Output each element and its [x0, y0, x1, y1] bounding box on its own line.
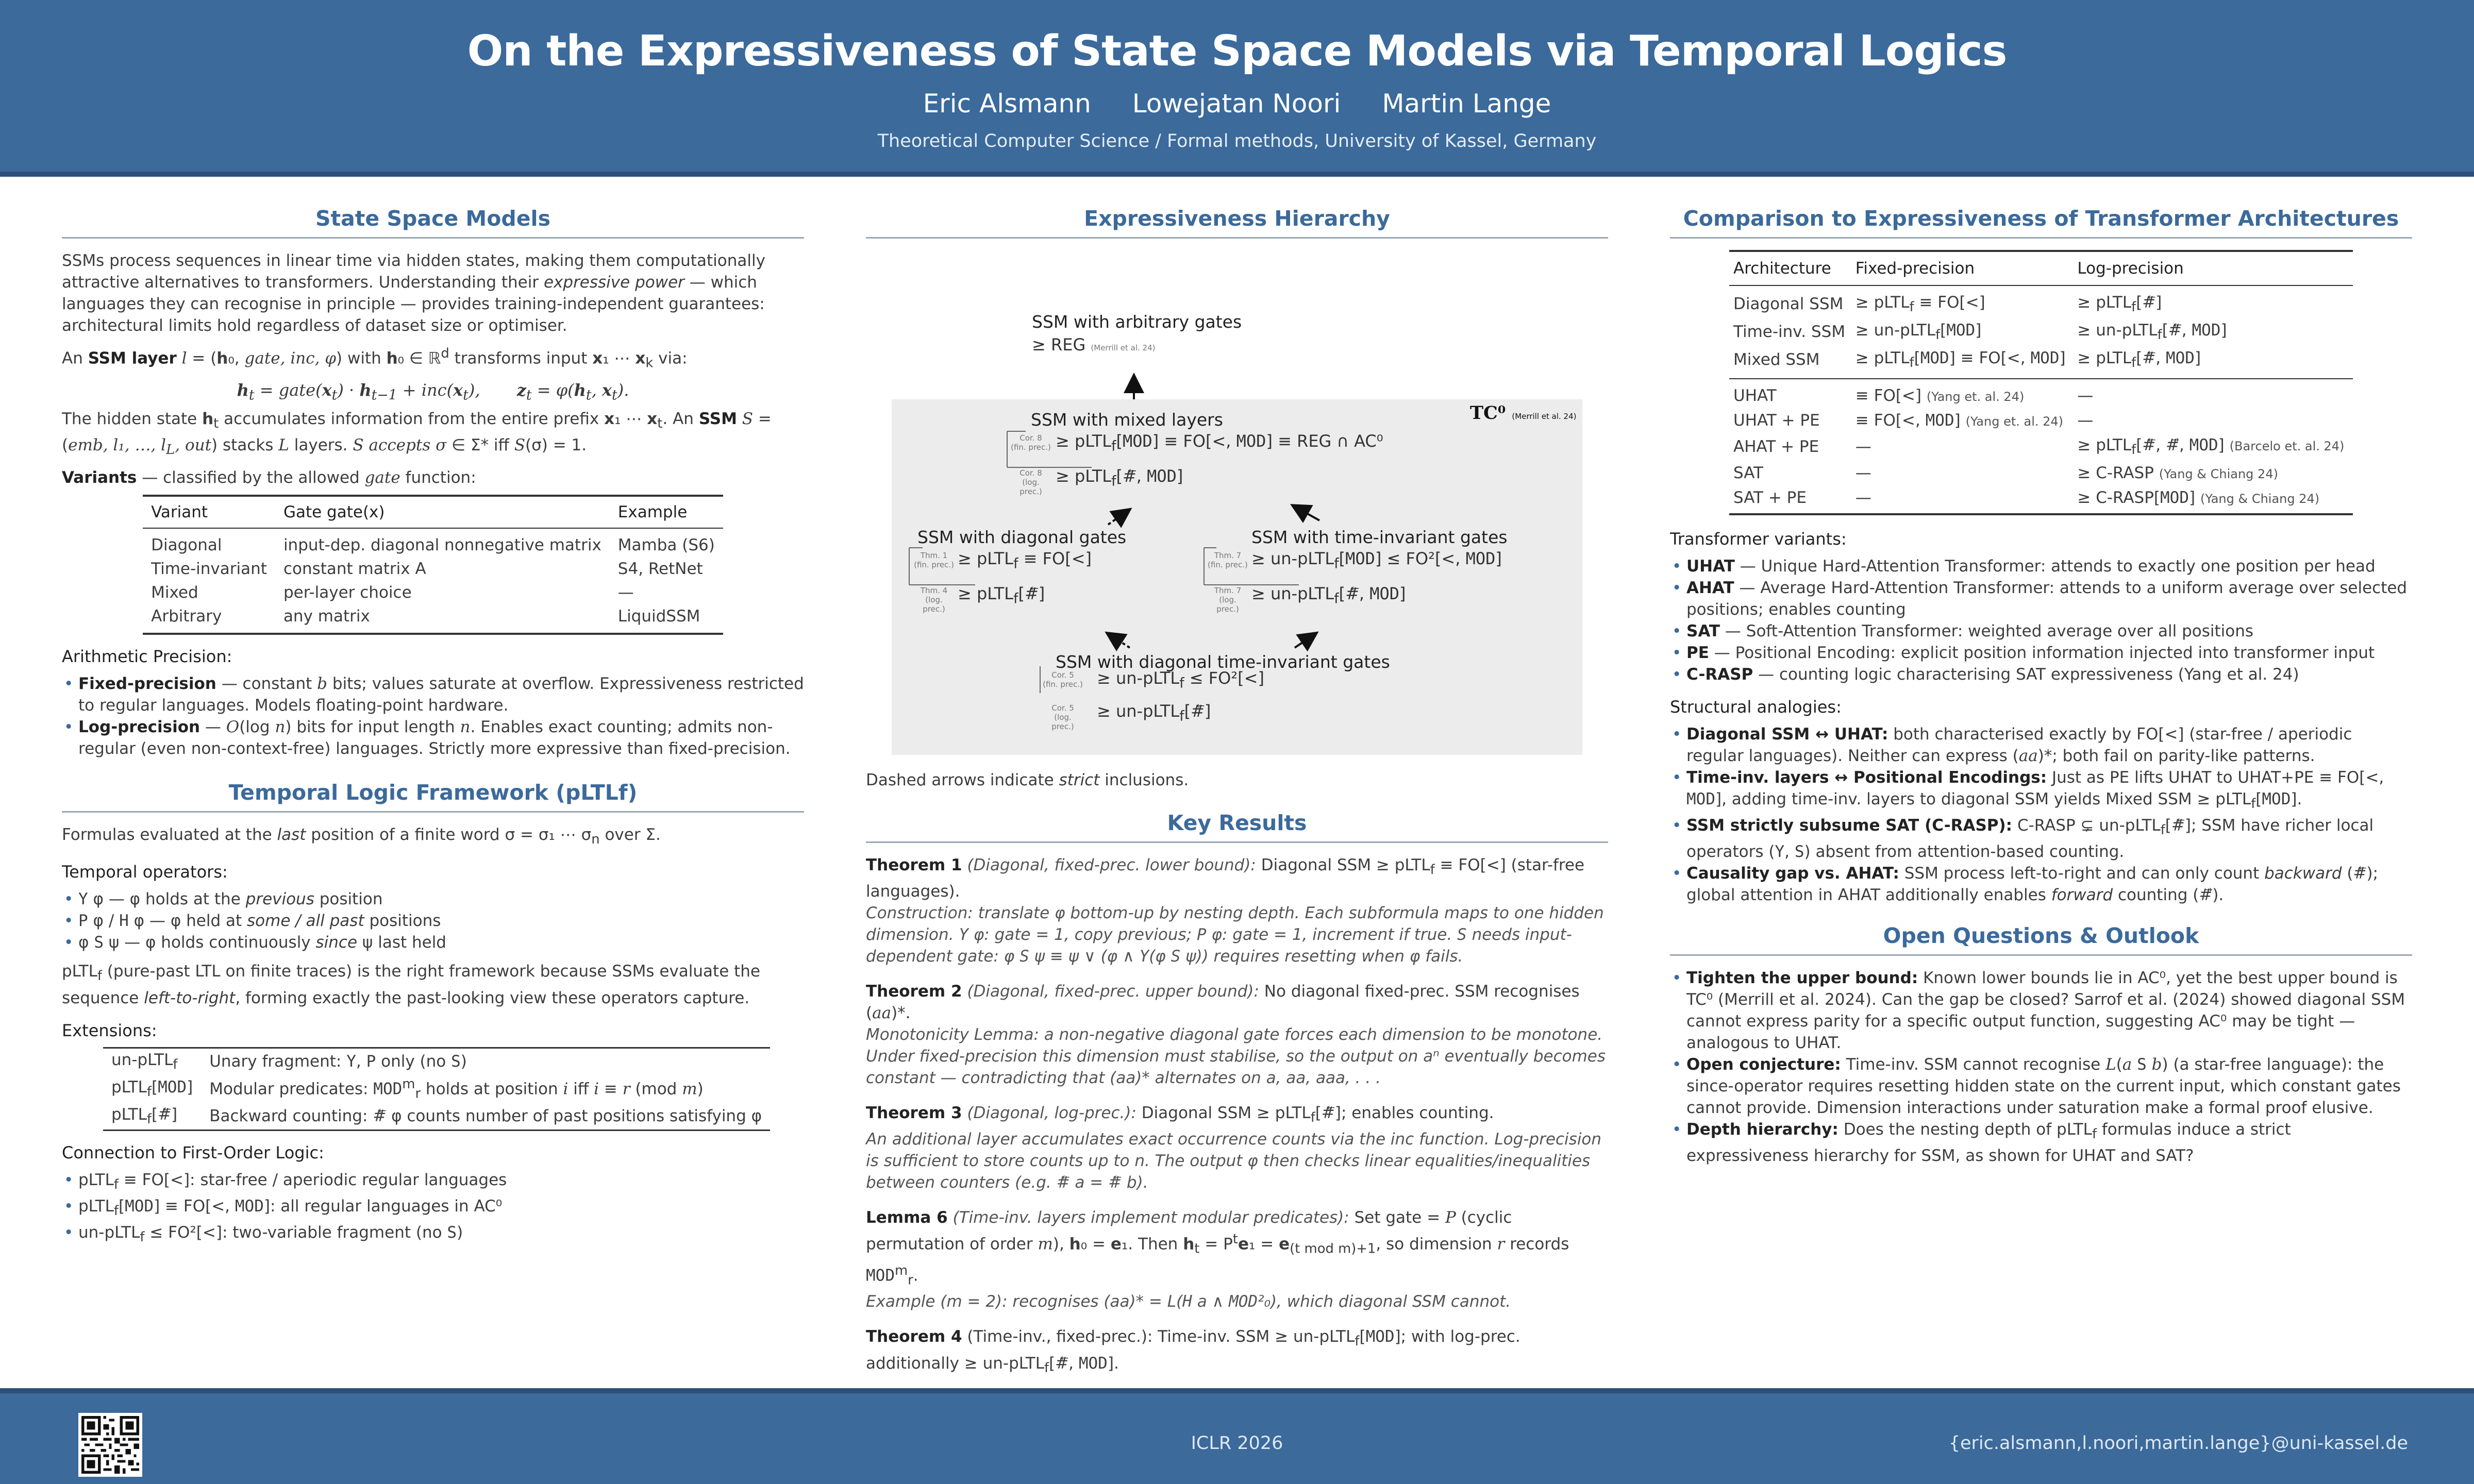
intro-text: SSMs process sequences in linear time via hidden states, making them computationally attractive alternatives to transformers. Understanding their expressive power — which languages they can recognise in principle — provides training-independent guarantees: architectural limits hold regardless of dataset size or optimiser. — [62, 251, 765, 335]
list-item: • pLTL$_f$[MOD] ≡ FO[<, MOD]: all regular languages in AC⁰ — [62, 1195, 804, 1222]
ext-label: Extensions: — [62, 1020, 157, 1040]
list-item: • Diagonal SSM ↔ UHAT: both characterised exactly by FO[<] (star-free / aperiodic regular languages). Neither can express (aa)*; both fail on parity-like patterns. — [1670, 723, 2412, 767]
column-3 — [1670, 206, 2412, 1174]
node-diag-ti: SSM with diagonal time-invariant gates — [1056, 652, 1390, 672]
comparison-table: Architecture Fixed-precision Log-precision Diagonal SSM ≥ pLTL$_f$ ≡ FO[<] ≥ pLTL$_f$[#⃖] Time-inv. SSM ≥ un-pLTL$_f$[MOD] ≥ un-pLTL$_f$[#⃖, MOD] Mixed SSM ≥ pLTL$_f$[MOD] ≡ FO[<, MOD] ≥ pLTL$_f$[#⃖, MOD] UHAT ≡ FO[<] (Yang et. al. 24) — UHAT + PE ≡ FO[<, MOD] (Yang et. al. 24) — AHAT + PE — ≥ pLTL$_f$[#⃖, #⃗, MOD] (Barcelo et. al. 24) SAT — ≥ C-RASP (Yang & Chiang 24) SAT + PE — ≥ C-RASP[MOD] (Yang & Chiang 24) — [1729, 250, 2353, 515]
section-title: Key Results — [866, 811, 1608, 843]
list-item: • Depth hierarchy: Does the nesting depth of pLTL$_f$ formulas induce a strict expressiveness hierarchy for SSM, as shown for UHAT and SAT? — [1670, 1119, 2412, 1167]
node-time-invariant: SSM with time-invariant gates — [1251, 527, 1508, 547]
hidden-state-text: The hidden state $h_t$ accumulates information from the entire prefix x₁ ⋯ $x_t$. An SSM S = (emb, l₁, …, $l_L$, out) stacks L layers. S accepts σ ∈ Σ* iff S(σ) = 1. — [62, 409, 772, 458]
ti-result-1: ≥ un-pLTL$_f$[MOD] ≤ FO²[<, MOD] — [1251, 549, 1502, 572]
list-item: • SAT — Soft-Attention Transformer: weighted average over all positions — [1670, 620, 2412, 642]
author: Martin Lange — [1382, 89, 1551, 119]
hierarchy-arrows — [866, 250, 1608, 693]
diag-result-2: ≥ pLTL$_f$[#⃖] — [958, 584, 1045, 607]
dti-result-1: ≥ un-pLTL$_f$ ≤ FO²[<] — [1097, 668, 1264, 692]
list-item: • SSM strictly subsume SAT (C-RASP): C-RASP ⊊ un-pLTL$_f$[#⃖]; SSM have richer local operators (Y, S) absent from attention-based counting. — [1670, 815, 2412, 863]
list-item: • PE — Positional Encoding: explicit position information injected into transformer input — [1670, 642, 2412, 664]
tc0-label: TC⁰ (Merrill et al. 24) — [1470, 402, 1577, 424]
operators-list — [62, 888, 804, 953]
list-item: • Tighten the upper bound: Known lower bounds lie in AC⁰, yet the best upper bound is TC⁰ (Merrill et al. 2024). Can the gap be closed? Sarrof et al. (2024) showed diagonal SSM cannot express parity for a specific output function, suggesting AC⁰ may be tight — analogous to UHAT. — [1670, 967, 2412, 1054]
analogies-list — [1670, 723, 2412, 906]
mixed-result-2: ≥ pLTL$_f$[#⃖, MOD] — [1056, 466, 1183, 490]
tag: Cor. 5 (fin. prec.) — [1043, 670, 1083, 689]
theorem-3: Theorem 3 (Diagonal, log-prec.): Diagonal SSM ≥ pLTL$_f$[#⃖]; enables counting. An additional layer accumulates exact occurrence counts via the inc function. Log-precision is sufficient to store counts up to n. The output φ then checks linear equalities/inequalities between counters (e.g. #⃖ a = #⃖ b). — [866, 1104, 1602, 1192]
poster-title: On the Expressiveness of State Space Models via Temporal Logics — [467, 27, 2007, 76]
diag-result-1: ≥ pLTL$_f$ ≡ FO[<] — [958, 549, 1092, 572]
hierarchy-diagram — [866, 250, 1608, 693]
arith-label: Arithmetic Precision: — [62, 647, 232, 667]
list-item: • C-RASP — counting logic characterising SAT expressiveness (Yang et al. 24) — [1670, 664, 2412, 685]
analogies-label: Structural analogies: — [1670, 697, 1842, 717]
ssm-layer-def: An SSM layer l = (h₀, gate, inc, φ) with h₀ ∈ ℝ$^d$ transforms input x₁ ⋯ $x_k$ via: — [62, 346, 688, 371]
author: Lowejatan Noori — [1132, 89, 1341, 119]
section-title: Comparison to Expressiveness of Transformer Architectures — [1670, 206, 2412, 239]
precision-list — [62, 673, 804, 760]
section-title: State Space Models — [62, 206, 804, 239]
list-item: • Log-precision — O(log n) bits for input length n. Enables exact counting; admits non-regular (even non-context-free) languages. Strictly more expressive than fixed-precision. — [62, 716, 804, 760]
pltl-text: pLTL$_f$ (pure-past LTL on finite traces) is the right framework because SSMs evaluate the sequence left-to-right, forming exactly the past-looking view these operators capture. — [62, 962, 761, 1007]
theorem-1: Theorem 1 (Diagonal, fixed-prec. lower bound): Diagonal SSM ≥ pLTL$_f$ ≡ FO[<] (star-free languages). Construction: translate φ bottom-up by nesting depth. Each subformula maps to one hidden dimension. Y φ: gate = 1, copy previous; P φ: gate = 1, increment if true. S needs input-dependent gate: φ S ψ ≡ ψ ∨ (φ ∧ Y(φ S ψ)) requires resetting when φ fails. — [866, 856, 1604, 966]
diagram-caption: Dashed arrows indicate strict inclusions. — [866, 771, 1189, 789]
list-item: • un-pLTL$_f$ ≤ FO²[<]: two-variable fragment (no S) — [62, 1222, 804, 1248]
section-title: Open Questions & Outlook — [1670, 923, 2412, 956]
ops-label: Temporal operators: — [62, 862, 228, 882]
variants-table: Variant Gate gate(x) Example Diagonal input-dep. diagonal nonnegative matrix Mamba (S6) Time-invariant constant matrix A S4, RetNet Mixed per-layer choice — Arbitrary any matrix LiquidSSM — [143, 495, 723, 635]
list-item: • Y φ — φ holds at the previous position — [62, 888, 804, 910]
tag: Thm. 7 (fin. prec.) — [1208, 551, 1248, 569]
column-2 — [866, 206, 1608, 1454]
fo-label: Connection to First-Order Logic: — [62, 1142, 324, 1162]
list-item: • Fixed-precision — constant b bits; values saturate at overflow. Expressiveness restricted to regular languages. Models floating-point hardware. — [62, 673, 804, 716]
node-arbitrary-result: ≥ REG (Merrill et al. 24) — [1032, 335, 1156, 355]
affiliation: Theoretical Computer Science / Formal methods, University of Kassel, Germany — [877, 131, 1597, 151]
list-item: • P φ / H φ — φ held at some / all past positions — [62, 910, 804, 932]
list-item: • Causality gap vs. AHAT: SSM process left-to-right and can only count backward (#⃖); global attention in AHAT additionally enables forward counting (#⃗). — [1670, 863, 2412, 906]
list-item: • Open conjecture: Time-inv. SSM cannot recognise L(a S b) (a star-free language): the since-operator requires resetting hidden state on the current input, which constant gates cannot provide. Dimension interactions under saturation make a formal proof elusive. — [1670, 1054, 2412, 1119]
contact-email[interactable]: {eric.alsmann,l.noori,martin.lange}@uni-kassel.de — [1948, 1433, 2408, 1454]
ti-result-2: ≥ un-pLTL$_f$[#⃖, MOD] — [1251, 584, 1406, 607]
list-item: • φ S ψ — φ holds continuously since ψ last held — [62, 932, 804, 953]
poster-header — [0, 0, 2474, 177]
list-item: • pLTL$_f$ ≡ FO[<]: star-free / aperiodic regular languages — [62, 1169, 804, 1195]
tag: Cor. 8 (fin. prec.) — [1011, 433, 1051, 452]
extensions-table: un-pLTL$_f$ Unary fragment: Y, P only (no S) pLTL$_f$[MOD] Modular predicates: $MOD^m_r$ holds at position i iff i ≡ r (mod m) pLTL$_f$[#⃖] Backward counting: #⃖ φ counts number of past positions satisfying φ — [103, 1047, 770, 1131]
conference-label: ICLR 2026 — [1191, 1433, 1283, 1454]
section-title: Temporal Logic Framework (pLTLf) — [62, 780, 804, 813]
fo-list — [62, 1169, 804, 1249]
tag: Thm. 7 (log. prec.) — [1214, 586, 1242, 614]
list-item: • Time-inv. layers ↔ Positional Encodings: Just as PE lifts UHAT to UHAT+PE ≡ FO[<, MOD], adding time-inv. layers to diagonal SSM yields Mixed SSM ≥ pLTL$_f$[MOD]. — [1670, 767, 2412, 815]
list-item: • AHAT — Average Hard-Attention Transformer: attends to a uniform average over selected positions; enables counting — [1670, 577, 2412, 620]
author: Eric Alsmann — [923, 89, 1091, 119]
list-item: • UHAT — Unique Hard-Attention Transformer: attends to exactly one position per head — [1670, 555, 2412, 577]
theorem-4: Theorem 4 (Time-inv., fixed-prec.): Time-inv. SSM ≥ un-pLTL$_f$[MOD]; with log-prec. additionally ≥ un-pLTL$_f$[#⃖, MOD]. — [866, 1327, 1520, 1376]
mixed-result-1: ≥ pLTL$_f$[MOD] ≡ FO[<, MOD] ≡ REG ∩ AC⁰ — [1056, 431, 1383, 454]
node-diagonal: SSM with diagonal gates — [917, 527, 1127, 547]
dti-result-2: ≥ un-pLTL$_f$[#⃖] — [1097, 701, 1211, 724]
open-questions-list — [1670, 967, 2412, 1167]
node-arbitrary: SSM with arbitrary gates — [1032, 312, 1242, 332]
theorem-2: Theorem 2 (Diagonal, fixed-prec. upper bound): No diagonal fixed-prec. SSM recognises (aa)*. Monotonicity Lemma: a non-negative diagonal gate forces each dimension to be monotone. Under fixed-precision this dimension must stabilise, so the output on aⁿ eventually becomes constant — contradicting that (aa)* alternates on a, aa, aaa, . . . — [866, 982, 1606, 1088]
variants-text: Variants — classified by the allowed gate function: — [62, 468, 476, 487]
transformer-variants-list — [1670, 555, 2412, 685]
node-mixed: SSM with mixed layers — [1031, 410, 1223, 430]
lemma-6: Lemma 6 (Time-inv. layers implement modular predicates): Set gate = P (cyclic permutation of order m), h₀ = e₁. Then $h_t = P^te_1 = e_{(t mod m)+1}$, so dimension r records $MOD^m_r$. Example (m = 2): recognises (aa)* = L(H a ∧ MOD²₀), which diagonal SSM cannot. — [866, 1208, 1569, 1311]
section-title: Expressiveness Hierarchy — [866, 206, 1608, 239]
tag: Thm. 4 (log. prec.) — [920, 586, 948, 614]
tag: Thm. 1 (fin. prec.) — [914, 551, 954, 569]
tag: Cor. 5 (log. prec.) — [1051, 703, 1074, 731]
tag: Cor. 8 (log. prec.) — [1019, 468, 1042, 496]
variants-label: Transformer variants: — [1670, 529, 1847, 549]
column-1 — [62, 206, 804, 1255]
authors — [0, 89, 2474, 119]
poster-footer — [0, 1388, 2474, 1484]
formula-eval-text: Formulas evaluated at the last position of a finite word σ = σ₁ ⋯ $\sigma_n$ over Σ. — [62, 825, 661, 848]
ssm-equation: $h_t$ = $gate(x_t) \cdot h_{t-1} + inc(x_t)$, $z_t = \varphi(h_t$, $x_t$). — [237, 380, 629, 403]
